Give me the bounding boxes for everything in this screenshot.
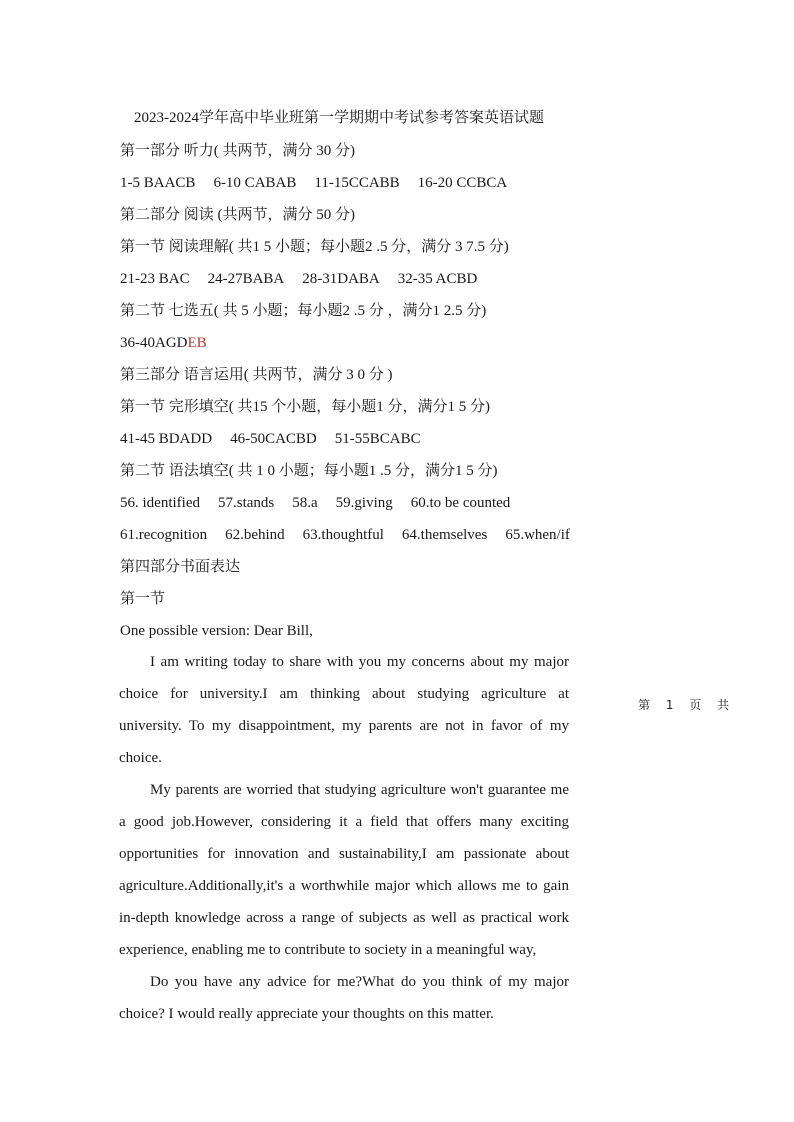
part4-section1-heading: 第一节 bbox=[120, 591, 166, 607]
answer-group: 32-35 ACBD bbox=[397, 271, 478, 287]
document-title: 2023-2024学年高中毕业班第一学期期中考试参考答案英语试题 bbox=[134, 110, 544, 126]
part2-section1-heading: 第一节 阅读理解( 共1 5 小题；每小题2 .5 分，满分 3 7.5 分) bbox=[120, 239, 509, 255]
answer-group: 24-27BABA bbox=[207, 271, 285, 287]
answer-group: 16-20 CCBCA bbox=[417, 175, 508, 191]
answer-group: 6-10 CABAB bbox=[213, 175, 297, 191]
part3-heading: 第三部分 语言运用( 共两节，满分 3 0 分 ) bbox=[120, 367, 393, 383]
part4-heading: 第四部分书面表达 bbox=[120, 559, 241, 575]
answer-group: 28-31DABA bbox=[302, 271, 380, 287]
answer-group: 11-15CCABB bbox=[314, 175, 400, 191]
answer-prefix: 36-40AGD bbox=[120, 335, 188, 351]
essay-body bbox=[119, 646, 569, 1030]
part2-section1-answers bbox=[120, 269, 495, 289]
part3-section2-answers-row2 bbox=[120, 525, 588, 545]
essay-paragraph: I am writing today to share with you my concerns about my major choice for university.I am thinking about studying agriculture at university. To my disappointment, my parents are not in favor of my choice. bbox=[119, 654, 569, 766]
answer-item: 56. identified bbox=[120, 495, 200, 511]
answer-highlight-red: EB bbox=[187, 335, 207, 351]
answer-item: 57.stands bbox=[217, 495, 275, 511]
answer-group: 41-45 BDADD bbox=[120, 431, 213, 447]
answer-group: 51-55BCABC bbox=[334, 431, 421, 447]
page-footer: 第 1 页 共 bbox=[638, 698, 736, 712]
part3-section1-heading: 第一节 完形填空( 共15 个小题，每小题1 分，满分1 5 分) bbox=[120, 399, 490, 415]
answer-item: 62.behind bbox=[225, 527, 285, 543]
version-intro: One possible version: Dear Bill, bbox=[120, 623, 313, 639]
part2-section2-answers bbox=[120, 333, 207, 353]
part1-answers bbox=[120, 173, 525, 193]
answer-group: 1-5 BAACB bbox=[120, 175, 196, 191]
answer-group: 46-50CACBD bbox=[230, 431, 317, 447]
answer-item: 63.thoughtful bbox=[302, 527, 384, 543]
answer-item: 65.when/if bbox=[505, 527, 570, 543]
part3-section1-answers bbox=[120, 429, 439, 449]
part2-section2-heading: 第二节 七选五( 共 5 小题；每小题2 .5 分 ，满分1 2.5 分) bbox=[120, 303, 487, 319]
answer-item: 64.themselves bbox=[401, 527, 488, 543]
part3-section2-heading: 第二节 语法填空( 共 1 0 小题；每小题1 .5 分，满分1 5 分) bbox=[120, 463, 498, 479]
answer-item: 61.recognition bbox=[120, 527, 208, 543]
essay-paragraph: Do you have any advice for me?What do you think of my major choice? I would really appreciate your thoughts on this matter. bbox=[119, 974, 569, 1022]
answer-item: 60.to be counted bbox=[410, 495, 511, 511]
part1-heading: 第一部分 听力( 共两节，满分 30 分) bbox=[120, 143, 355, 159]
part3-section2-answers-row1 bbox=[120, 493, 528, 513]
essay-paragraph: My parents are worried that studying agriculture won't guarantee me a good job.However, considering it a field that offers many exciting opportunities for innovation and sustainability,I am passionate about agriculture.Additionally,it's a worthwhile major which allows me to gain in-depth knowledge across a range of subjects as well as practical work experience, enabling me to contribute to society in a meaningful way, bbox=[119, 782, 569, 958]
part2-heading: 第二部分 阅读 (共两节，满分 50 分) bbox=[120, 207, 355, 223]
answer-item: 58.a bbox=[292, 495, 318, 511]
answer-group: 21-23 BAC bbox=[120, 271, 190, 287]
answer-item: 59.giving bbox=[335, 495, 393, 511]
